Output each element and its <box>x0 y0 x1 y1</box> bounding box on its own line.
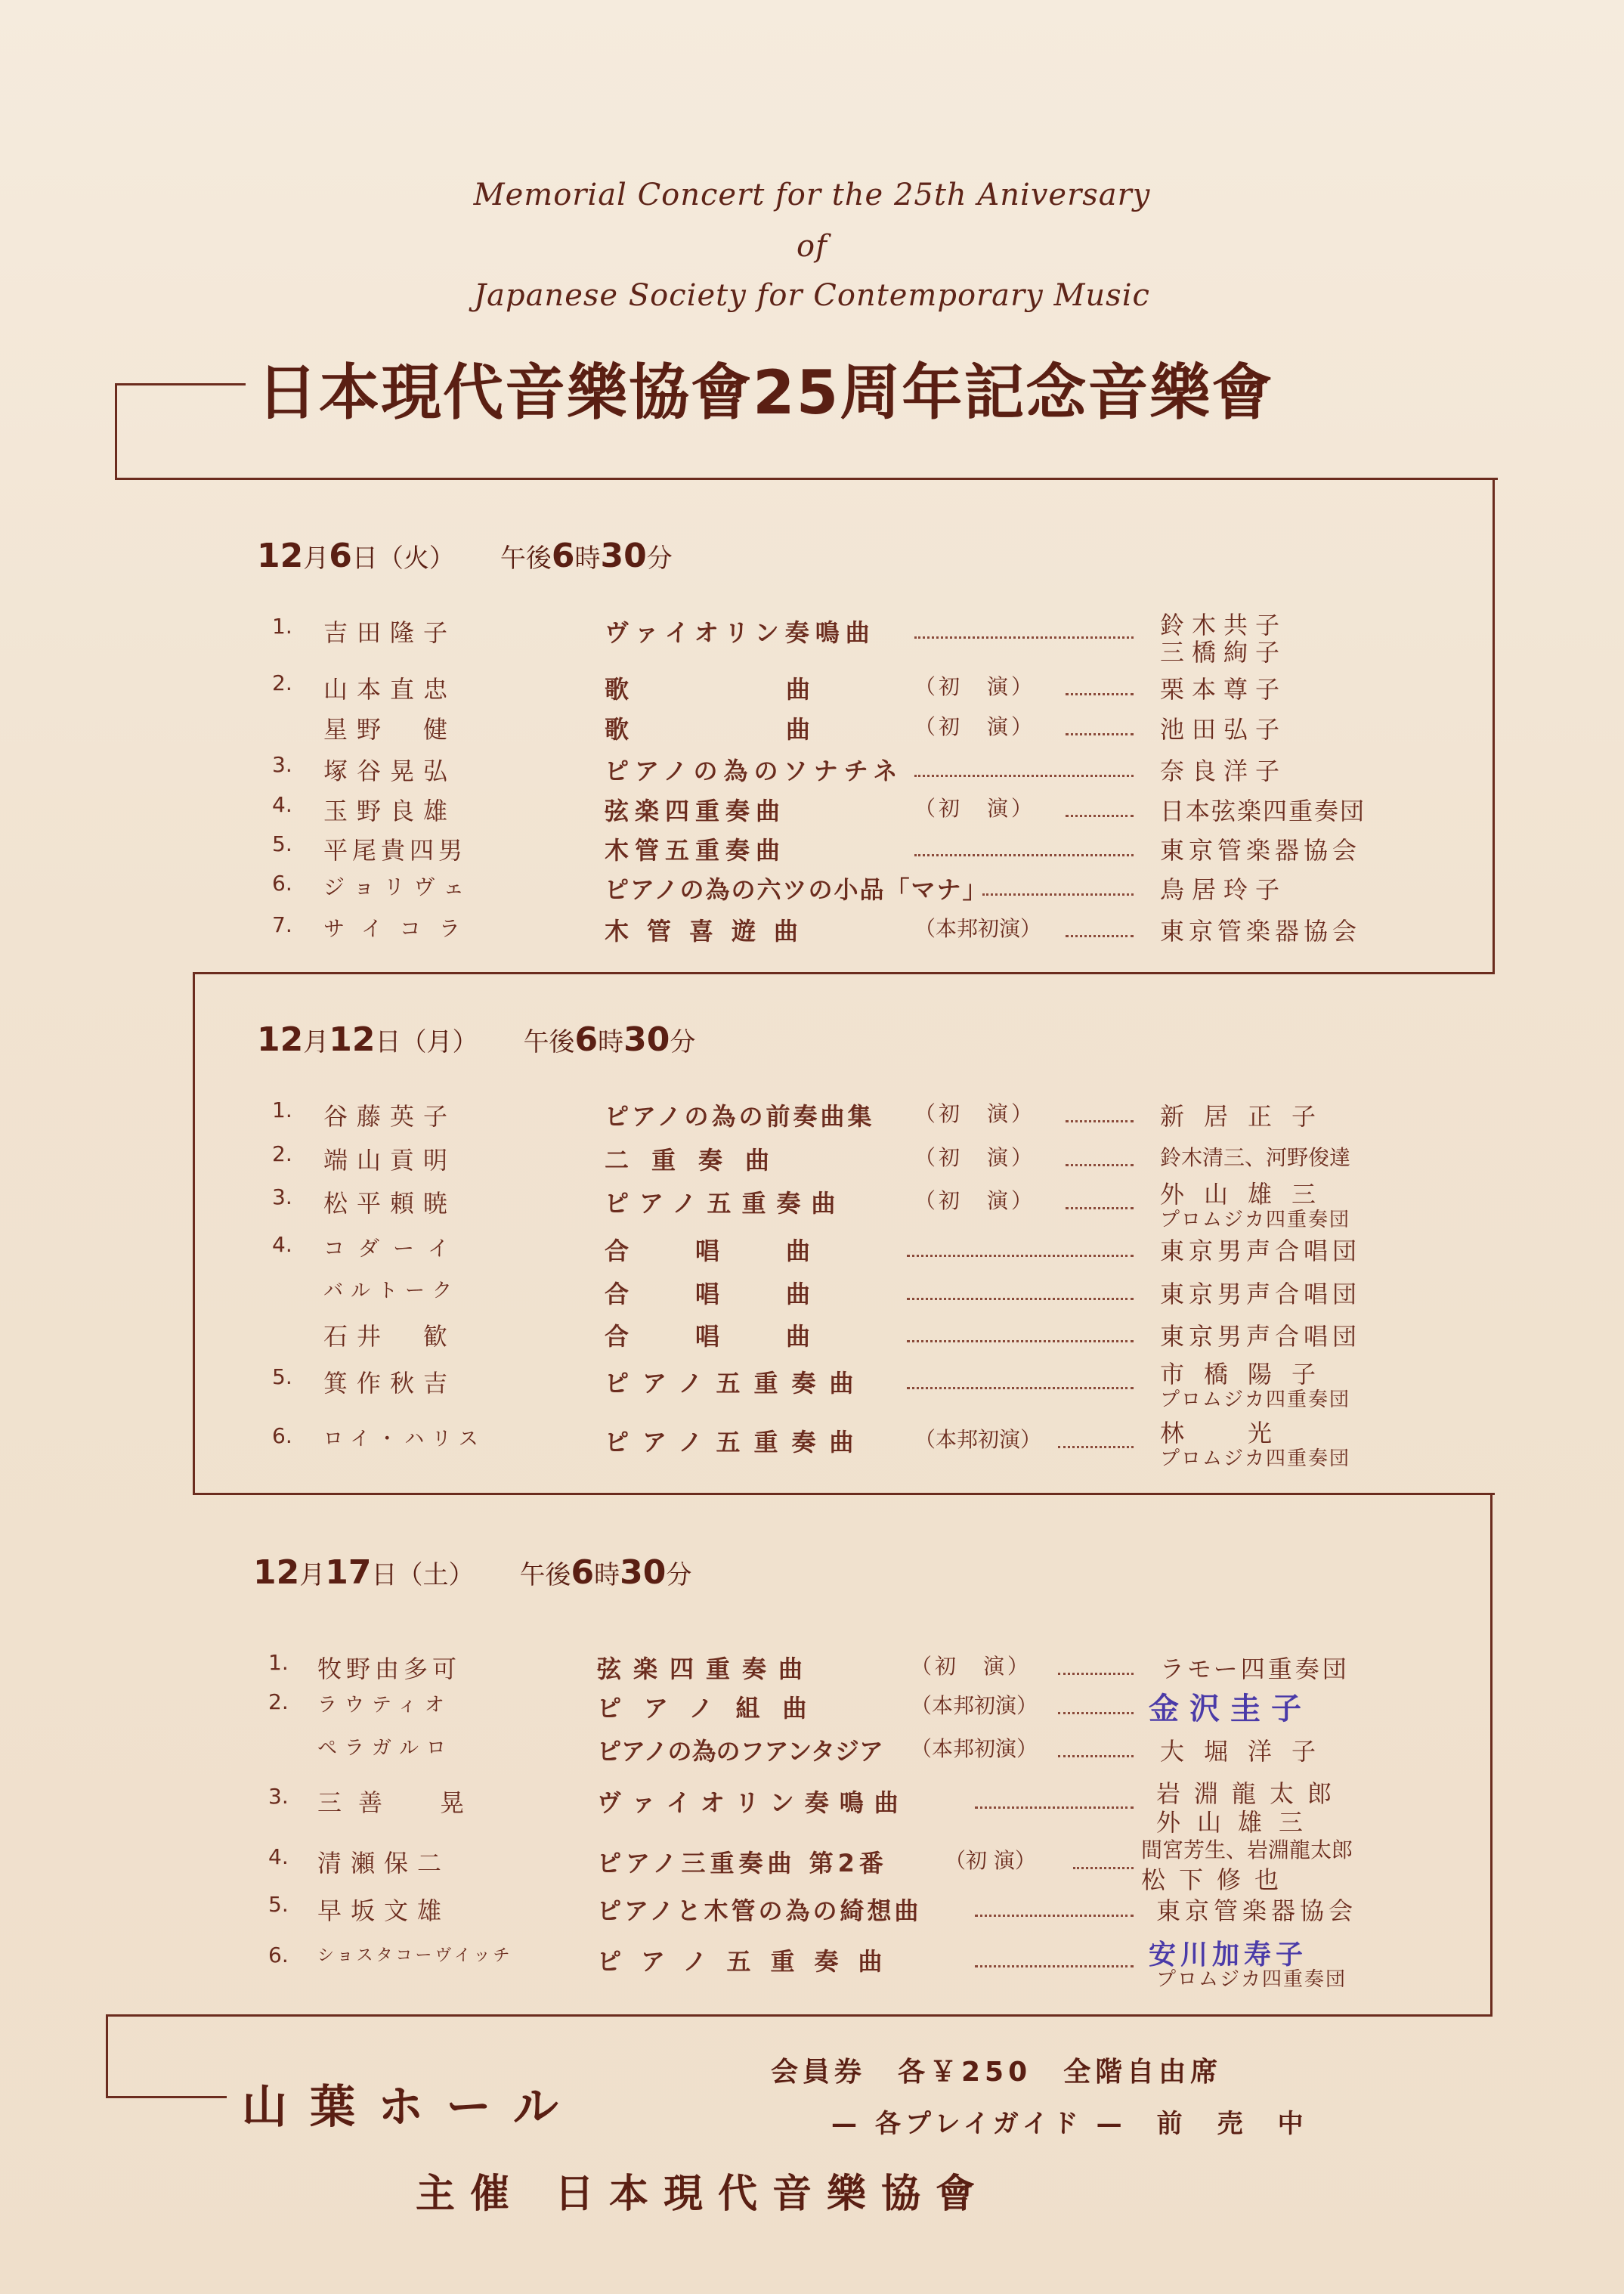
leader-dots <box>975 1915 1134 1917</box>
performer-ensemble: プロムジカ四重奏団 <box>1160 1209 1351 1231</box>
program-row <box>0 871 1624 909</box>
composer: 星野 健 <box>323 715 457 744</box>
program-row <box>0 1275 1624 1313</box>
premiere-note: （初 演） <box>914 796 1036 821</box>
leader-dots <box>1066 1207 1134 1209</box>
item-number: 6. <box>272 1423 292 1448</box>
program-row <box>0 1940 1624 1991</box>
leader-dots <box>907 1387 1134 1389</box>
leader-dots <box>1073 1867 1134 1869</box>
work-title: ピアノ五重奏曲 <box>605 1189 846 1218</box>
program-row <box>0 1650 1624 1688</box>
premiere-note: （初 演） <box>911 1654 1032 1679</box>
performer: 日本弦楽四重奏団 <box>1160 797 1366 825</box>
leader-dots <box>1058 1712 1134 1714</box>
item-number: 1. <box>272 614 292 639</box>
program-row <box>0 611 1624 667</box>
leader-dots <box>1066 733 1134 735</box>
venue-name: 山葉ホール <box>242 2081 581 2134</box>
leader-dots <box>1066 815 1134 817</box>
footer-rule-vertical <box>106 2014 108 2097</box>
work-title: 弦楽四重奏曲 <box>597 1655 815 1683</box>
leader-dots <box>975 1806 1134 1809</box>
leader-dots <box>1058 1755 1134 1757</box>
leader-dots <box>982 893 1134 896</box>
item-number: 3. <box>268 1784 289 1809</box>
performer: 市橋陽子 <box>1160 1360 1336 1388</box>
performer: 東京管楽器協会 <box>1156 1896 1358 1925</box>
performer: 池田弘子 <box>1160 715 1288 744</box>
premiere-note: （初 演） <box>914 714 1036 739</box>
premiere-note: （本邦初演） <box>911 1693 1038 1718</box>
program-row <box>0 1689 1624 1727</box>
footer-rule-horizontal <box>106 2096 227 2098</box>
performer: 栗本尊子 <box>1160 675 1288 704</box>
performer: 鈴木清三、河野俊達 <box>1160 1145 1351 1170</box>
composer: サイコラ <box>323 916 478 941</box>
work-title: ヴァイオリン奏鳴曲 <box>605 618 876 647</box>
work-title: 二重奏曲 <box>605 1146 793 1175</box>
performer: 東京男声合唱団 <box>1160 1280 1362 1308</box>
premiere-note: （初 演） <box>914 1188 1036 1213</box>
program-row <box>0 1360 1624 1411</box>
performer: 東京管楽器協会 <box>1160 836 1362 865</box>
item-number: 5. <box>272 831 292 856</box>
item-number: 1. <box>272 1097 292 1122</box>
leader-dots <box>907 1255 1134 1257</box>
composer: 早坂文雄 <box>317 1896 451 1925</box>
program-row <box>0 792 1624 830</box>
work-title: 木管喜遊曲 <box>605 917 817 946</box>
english-title-line1: Memorial Concert for the 25th Aniversary <box>473 178 1151 212</box>
work-title: ヴァイオリン奏鳴曲 <box>597 1788 909 1817</box>
organizer-label: 主催 <box>416 2172 525 2217</box>
premiere-note: （初 演） <box>914 674 1036 699</box>
performer: 松下修也 <box>1141 1865 1293 1894</box>
performer: 岩淵龍太郎 <box>1156 1779 1346 1808</box>
work-title: ピアノ三重奏曲 第2番 <box>597 1849 888 1878</box>
program-row <box>0 1317 1624 1355</box>
program-row <box>0 1232 1624 1270</box>
box3-bottom-border <box>106 2014 1493 2017</box>
leader-dots <box>1058 1673 1134 1675</box>
leader-dots <box>914 854 1134 856</box>
performer: 東京男声合唱団 <box>1160 1237 1362 1265</box>
leader-dots <box>1066 693 1134 695</box>
composer: コダーイ <box>323 1236 463 1261</box>
composer: 牧野由多可 <box>317 1655 462 1683</box>
leader-dots <box>1066 1164 1134 1166</box>
work-title: 歌 曲 <box>605 715 817 744</box>
premiere-note: （本邦初演） <box>911 1736 1038 1761</box>
performer: ラモー四重奏団 <box>1160 1655 1350 1683</box>
work-title: ピアノの為のフアンタジア <box>597 1737 883 1766</box>
premiere-note: （初 演） <box>914 1145 1036 1170</box>
performer: 外山雄三 <box>1156 1808 1320 1837</box>
organizer <box>416 2162 990 2218</box>
composer: 谷藤英子 <box>323 1102 457 1131</box>
performer-ensemble: プロムジカ四重奏団 <box>1160 1388 1351 1411</box>
program-row <box>0 831 1624 869</box>
ticket-info: 会員券 各￥250 全階自由席 <box>771 2057 1223 2088</box>
composer: ペラガルロ <box>317 1737 454 1760</box>
composer: ロイ・ハリス <box>323 1428 486 1450</box>
composer: 玉野良雄 <box>323 797 457 825</box>
leader-dots <box>907 1340 1134 1342</box>
box2-bottom-border <box>193 1493 1495 1495</box>
performer: 東京管楽器協会 <box>1160 917 1362 946</box>
work-title: ピアノ五重奏曲 <box>605 1369 868 1398</box>
work-title: ピアノ五重奏曲 <box>605 1428 868 1457</box>
premiere-note: （初 演） <box>945 1848 1036 1873</box>
work-title: 合 唱 曲 <box>605 1280 817 1308</box>
composer: 平尾貴四男 <box>323 836 468 865</box>
leader-dots <box>914 636 1134 639</box>
work-title: ピアノの為の六ツの小品「マナ」 <box>605 875 988 904</box>
composer: ショスタコーヴイッチ <box>317 1946 513 1965</box>
english-title-line3: Japanese Society for Contemporary Music <box>474 278 1150 313</box>
item-number: 5. <box>268 1892 289 1917</box>
work-title: 歌 曲 <box>605 675 817 704</box>
item-number: 1. <box>268 1650 289 1675</box>
program-row <box>0 752 1624 790</box>
work-title: 合 唱 曲 <box>605 1322 817 1351</box>
box1-bottom-border <box>193 972 1495 974</box>
concert1-date: 12月6日（火） 午後6時30分 <box>257 537 673 575</box>
performer: 奈良洋子 <box>1160 757 1288 785</box>
work-title: ピアノと木管の為の綺想曲 <box>597 1896 922 1925</box>
item-number: 6. <box>268 1943 289 1967</box>
program-row <box>0 1837 1624 1894</box>
composer: バルトーク <box>323 1280 460 1302</box>
composer: 塚谷晃弘 <box>323 757 457 785</box>
item-number: 2. <box>268 1689 289 1714</box>
composer: 端山貢明 <box>323 1146 457 1175</box>
program-row <box>0 1732 1624 1770</box>
performer-stamp: 安川加寿子 <box>1149 1940 1308 1970</box>
leader-dots <box>914 775 1134 777</box>
work-title: 木管五重奏曲 <box>605 836 787 865</box>
composer: 清瀬保二 <box>317 1849 451 1878</box>
performer-stamp: 金沢圭子 <box>1149 1692 1312 1726</box>
premiere-note: （本邦初演） <box>914 1427 1042 1452</box>
organizer-name: 日本現代音樂協會 <box>555 2172 991 2217</box>
concert2-date: 12月12日（月） 午後6時30分 <box>257 1020 696 1059</box>
work-title: 合 唱 曲 <box>605 1237 817 1265</box>
title-rule-vertical <box>115 383 117 478</box>
composer: ラウティオ <box>317 1694 452 1717</box>
premiere-note: （初 演） <box>914 1101 1036 1126</box>
work-title: ピアノ五重奏曲 <box>597 1947 902 1976</box>
title-rule-left <box>117 383 246 385</box>
composer: 松平頼暁 <box>323 1189 457 1218</box>
performer: 大堀洋子 <box>1160 1737 1336 1766</box>
leader-dots <box>1066 935 1134 937</box>
composer: 山本直忠 <box>323 675 457 704</box>
program-row <box>0 1419 1624 1470</box>
work-title: ピアノ組曲 <box>597 1694 830 1723</box>
performer: 外山雄三 <box>1160 1180 1336 1209</box>
box1-top-border <box>115 478 1498 480</box>
item-number: 2. <box>272 1141 292 1166</box>
leader-dots <box>1058 1446 1134 1448</box>
performer: 新居正子 <box>1160 1102 1336 1131</box>
program-row <box>0 1779 1624 1837</box>
main-title: 日本現代音樂協會25周年記念音樂會 <box>257 358 1274 428</box>
work-title: ピアノの為のソナチネ <box>605 757 904 785</box>
work-title: ピアノの為の前奏曲集 <box>605 1102 875 1131</box>
item-number: 2. <box>272 670 292 695</box>
performer: 鳥居玲子 <box>1160 875 1288 904</box>
program-row <box>0 1097 1624 1135</box>
program-row <box>0 1141 1624 1179</box>
program-row <box>0 912 1624 950</box>
leader-dots <box>907 1298 1134 1300</box>
performer: 東京男声合唱団 <box>1160 1322 1362 1351</box>
english-title-line2: of <box>797 229 827 264</box>
composer: 吉田隆子 <box>323 618 457 647</box>
item-number: 3. <box>272 752 292 777</box>
item-number: 4. <box>272 792 292 817</box>
program-row <box>0 1180 1624 1231</box>
performer: 三橋絢子 <box>1160 638 1288 667</box>
work-title: 弦楽四重奏曲 <box>605 797 787 825</box>
composer: 石井 歓 <box>323 1322 457 1351</box>
composer: 箕作秋吉 <box>323 1369 457 1398</box>
performer: 間宮芳生、岩淵龍太郎 <box>1141 1837 1353 1862</box>
item-number: 4. <box>272 1232 292 1257</box>
advance-sale-info: — 各プレイガイド — 前 売 中 <box>831 2109 1308 2139</box>
composer: ジョリヴェ <box>323 875 474 899</box>
item-number: 5. <box>272 1364 292 1389</box>
premiere-note: （本邦初演） <box>914 916 1042 941</box>
item-number: 3. <box>272 1184 292 1209</box>
composer: 三善 晃 <box>317 1788 481 1817</box>
program-row <box>0 670 1624 708</box>
item-number: 6. <box>272 871 292 896</box>
leader-dots <box>1066 1120 1134 1122</box>
leader-dots <box>975 1965 1134 1967</box>
item-number: 7. <box>272 912 292 937</box>
performer-ensemble: プロムジカ四重奏団 <box>1156 1968 1347 1991</box>
concert3-date: 12月17日（土） 午後6時30分 <box>253 1553 692 1592</box>
performer-ensemble: プロムジカ四重奏団 <box>1160 1447 1351 1470</box>
performer: 鈴木共子 <box>1160 611 1288 639</box>
program-row <box>0 1892 1624 1930</box>
item-number: 4. <box>268 1844 289 1869</box>
program-row <box>0 710 1624 748</box>
performer: 林 光 <box>1160 1419 1292 1447</box>
